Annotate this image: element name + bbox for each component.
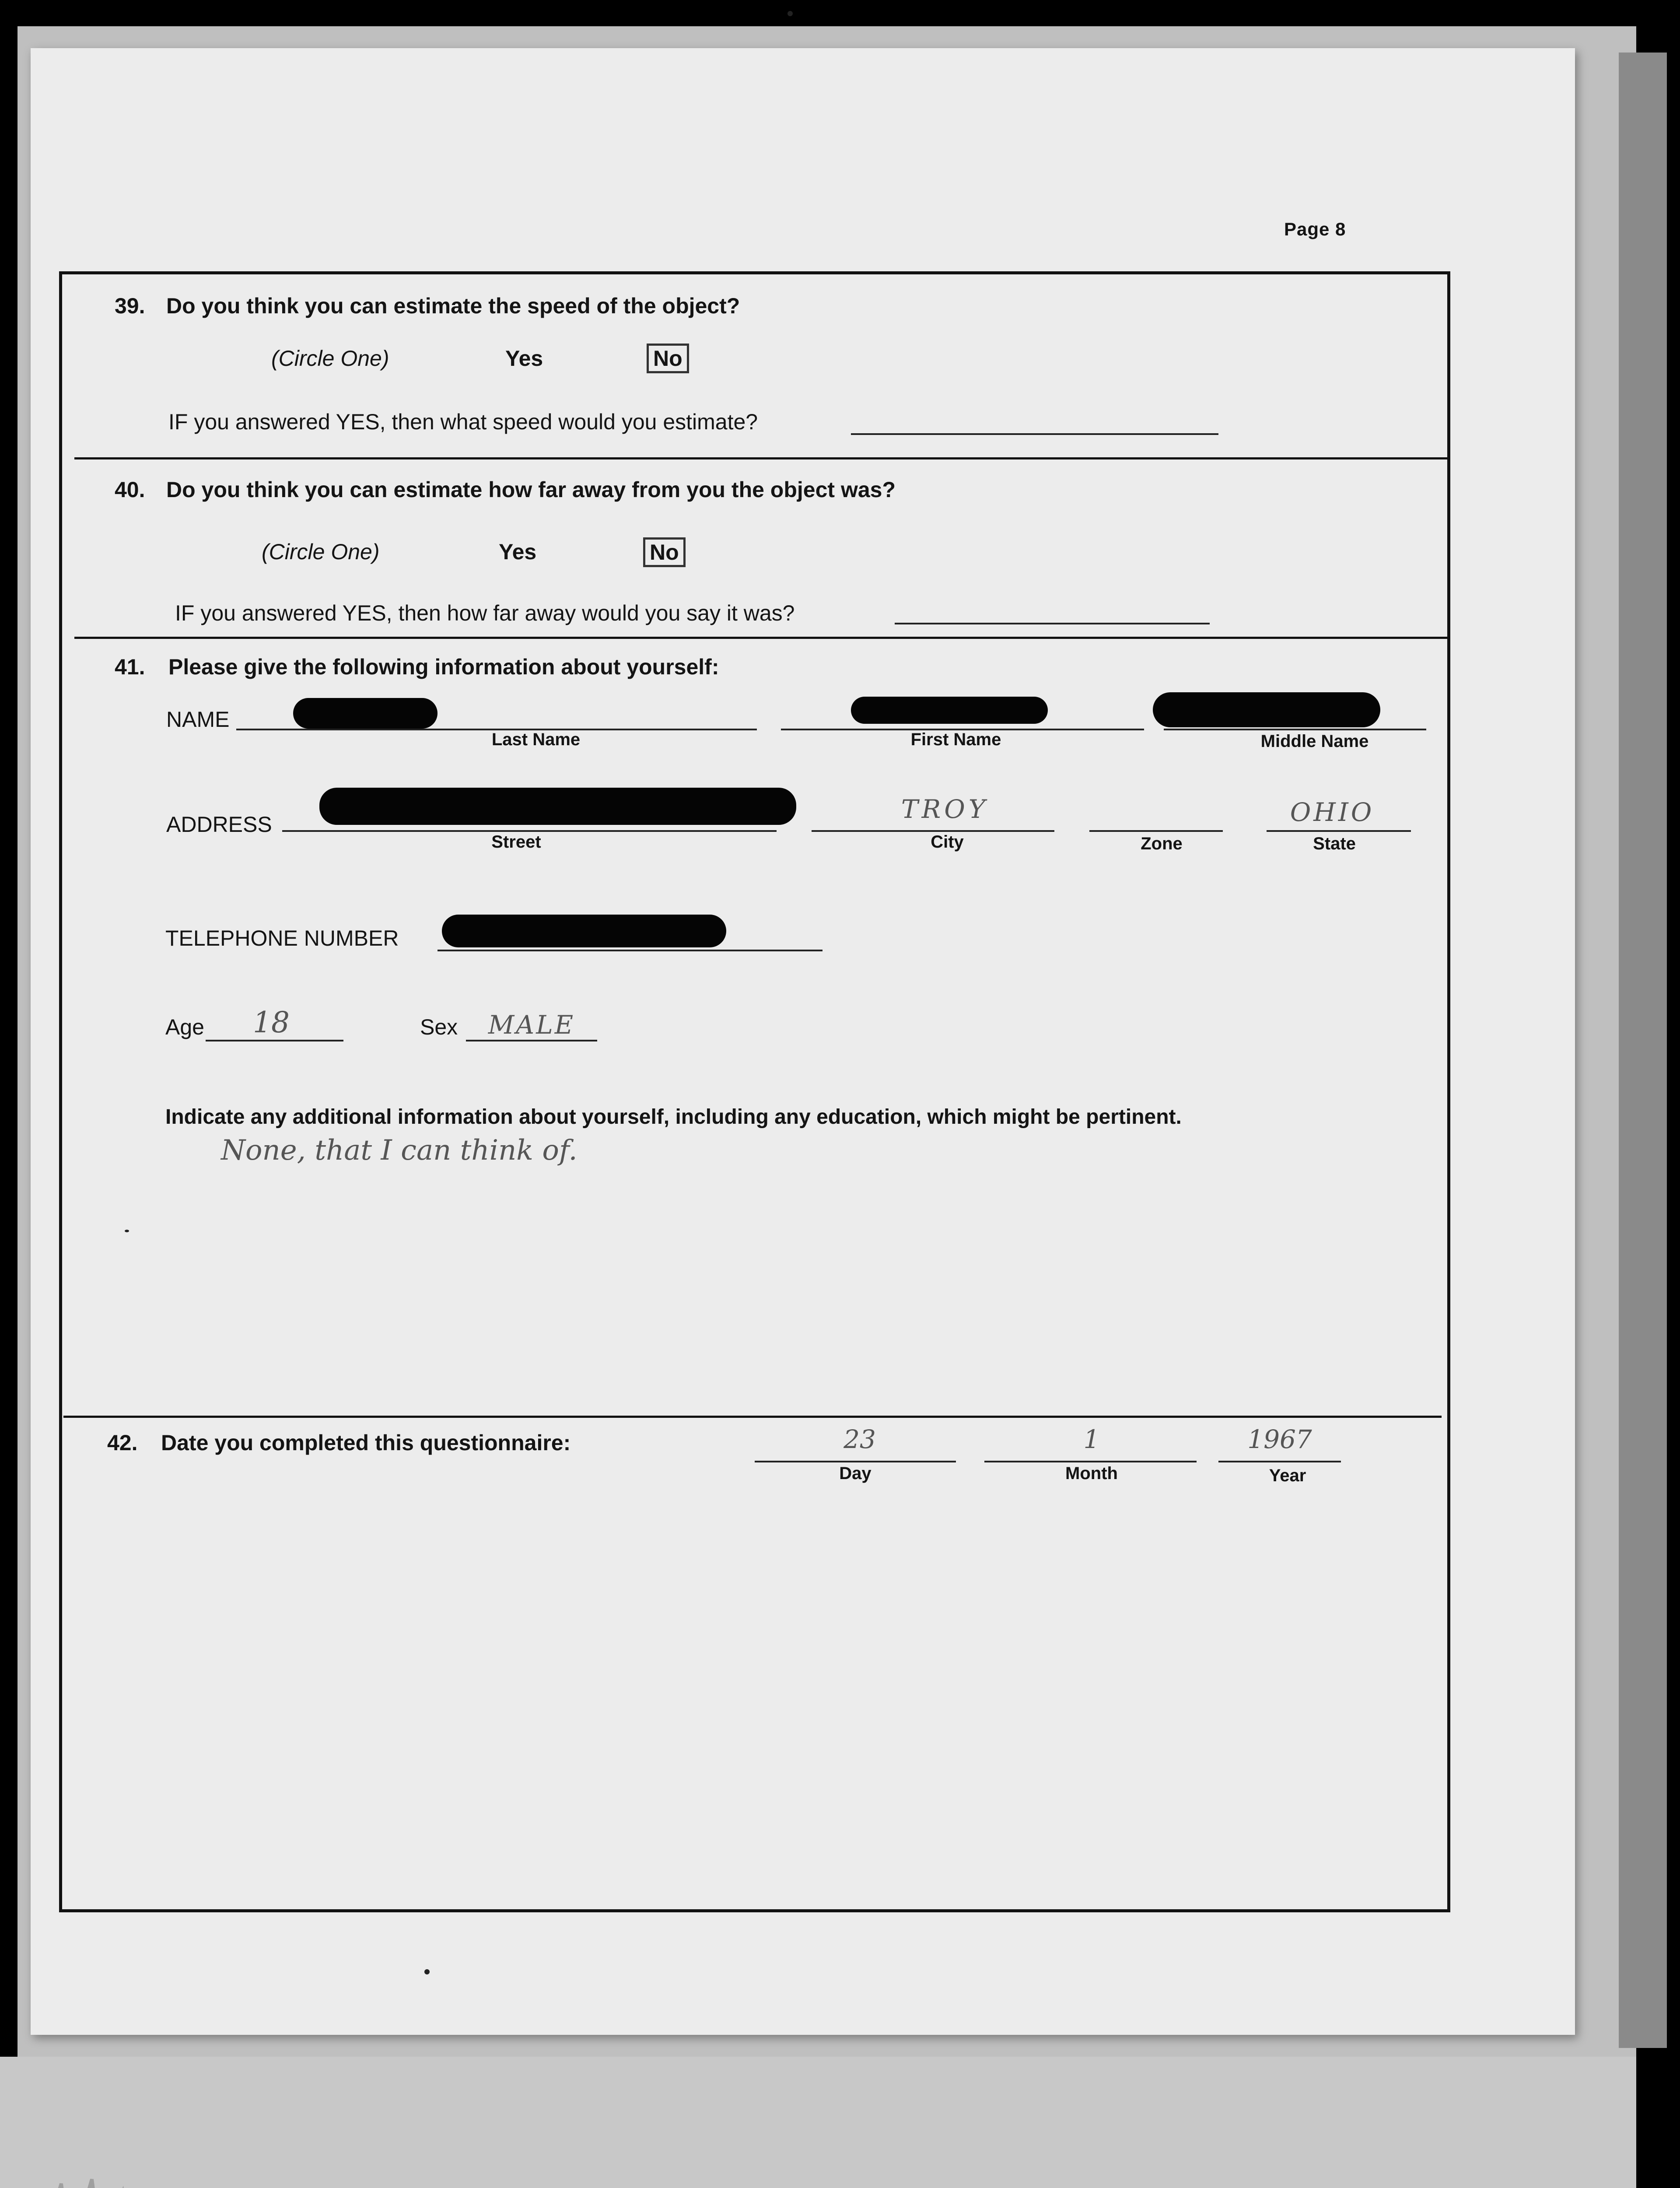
day-field[interactable] [755, 1461, 956, 1462]
scan-speck [424, 1969, 430, 1974]
additional-info-prompt: Indicate any additional information about yourself, including any education, which might be pertinent. [165, 1105, 1182, 1129]
lower-scan-area [0, 2057, 1636, 2188]
year-caption: Year [1269, 1466, 1306, 1485]
middle-name-caption: Middle Name [1260, 732, 1369, 751]
city-value: TROY [901, 794, 989, 824]
age-value: 18 [253, 1006, 290, 1039]
backing-edge-shadow [1619, 53, 1667, 2048]
name-label: NAME [166, 707, 230, 732]
last-name-caption: Last Name [491, 730, 581, 749]
q40-no-option-circled[interactable]: No [643, 537, 686, 567]
q40-number: 40. [115, 477, 145, 502]
last-name-redaction [293, 698, 438, 729]
page-number: Page 8 [1284, 219, 1346, 239]
q39-yes-option[interactable]: Yes [505, 346, 543, 371]
state-caption: State [1313, 834, 1356, 853]
zone-field[interactable] [1089, 830, 1223, 832]
q39-question: Do you think you can estimate the speed of the object? [166, 294, 740, 318]
q41-question: Please give the following information about yourself: [168, 655, 719, 679]
q40-followup: IF you answered YES, then how far away would you say it was? [175, 601, 795, 625]
q39-number: 39. [115, 294, 145, 318]
divider-40-41 [74, 637, 1450, 639]
state-field[interactable] [1267, 830, 1411, 832]
q40-circle-label: (Circle One) [262, 540, 380, 564]
q39-followup: IF you answered YES, then what speed would you estimate? [168, 410, 758, 434]
middle-name-redaction [1153, 692, 1380, 727]
city-caption: City [931, 832, 964, 852]
sex-field[interactable] [466, 1040, 597, 1041]
year-value: 1967 [1247, 1424, 1312, 1454]
q40-question: Do you think you can estimate how far away from you the object was? [166, 477, 896, 502]
first-name-caption: First Name [910, 730, 1001, 749]
q40-yes-option[interactable]: Yes [499, 540, 537, 564]
q41-number: 41. [115, 655, 145, 679]
street-caption: Street [491, 832, 541, 852]
sex-value: MALE [488, 1010, 575, 1040]
month-caption: Month [1065, 1464, 1118, 1483]
first-name-redaction [851, 697, 1048, 724]
street-redaction [319, 788, 796, 825]
q40-distance-field[interactable] [895, 623, 1210, 624]
q42-number: 42. [107, 1431, 138, 1455]
month-field[interactable] [984, 1461, 1197, 1462]
city-field[interactable] [812, 830, 1054, 832]
q39-no-option-circled[interactable]: No [647, 344, 689, 373]
q39-circle-label: (Circle One) [271, 346, 389, 371]
zone-caption: Zone [1141, 834, 1183, 853]
scan-speck [788, 11, 793, 16]
age-field[interactable] [206, 1040, 343, 1041]
age-label: Age [165, 1015, 204, 1039]
year-field[interactable] [1218, 1461, 1341, 1462]
q39-speed-field[interactable] [851, 433, 1218, 435]
state-value: OHIO [1290, 797, 1375, 827]
telephone-redaction [442, 915, 726, 947]
address-label: ADDRESS [166, 812, 272, 837]
telephone-label: TELEPHONE NUMBER [165, 926, 399, 950]
additional-info-value: None, that I can think of. [221, 1134, 578, 1167]
q42-question: Date you completed this questionnaire: [161, 1431, 571, 1455]
day-value: 23 [844, 1424, 876, 1454]
divider-39-40 [74, 457, 1450, 459]
form-frame [59, 271, 1450, 1912]
divider-41-42 [63, 1416, 1442, 1418]
month-value: 1 [1083, 1424, 1100, 1454]
pencil-scribble-mark [26, 2166, 149, 2188]
sex-label: Sex [420, 1015, 458, 1039]
telephone-field[interactable] [438, 950, 822, 951]
scan-speck [125, 1230, 129, 1232]
street-field[interactable] [282, 830, 777, 832]
middle-name-field[interactable] [1164, 729, 1426, 730]
day-caption: Day [839, 1464, 872, 1483]
